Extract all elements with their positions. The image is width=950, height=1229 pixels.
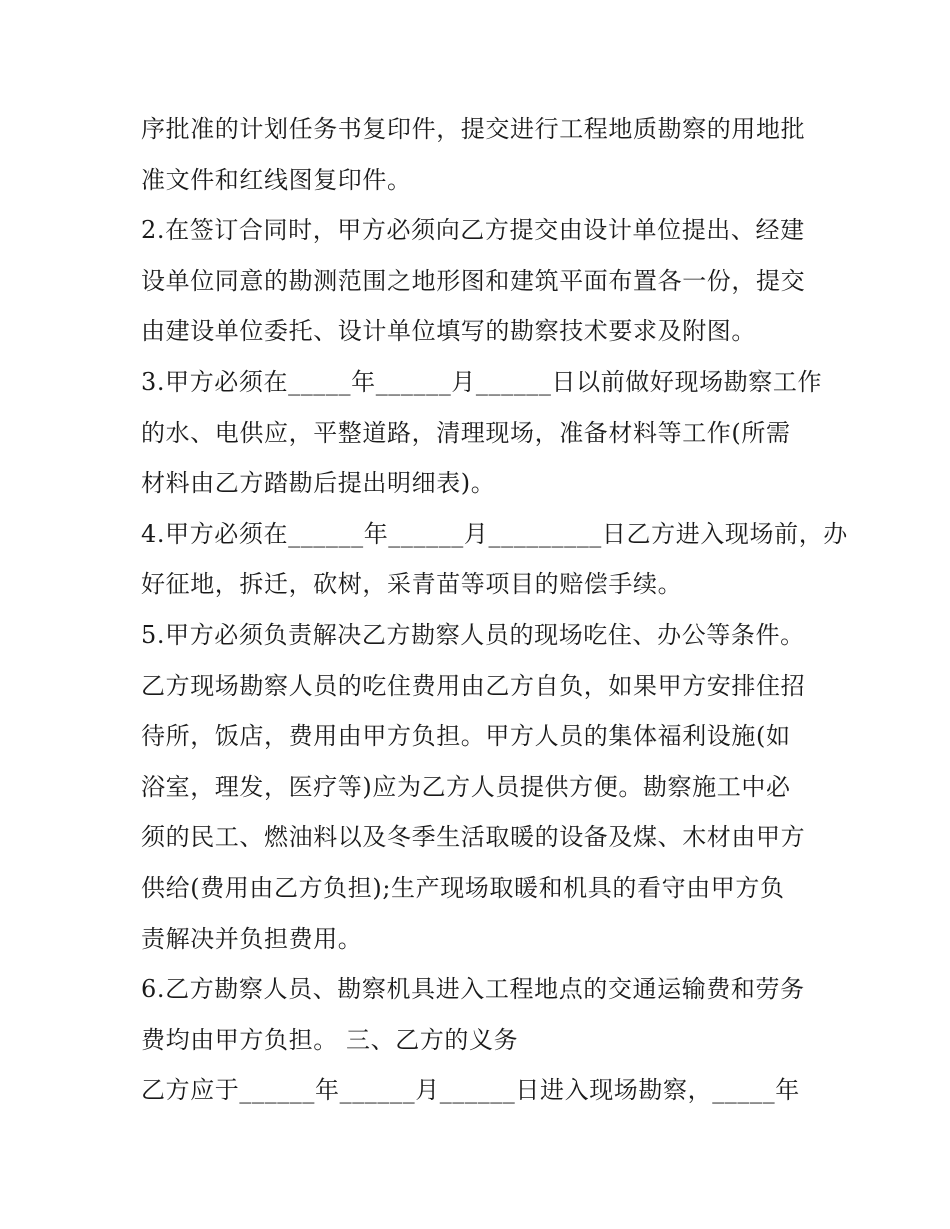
- text-line-6: 3.甲方必须在_____年______月______日以前做好现场勘察工作: [141, 367, 823, 396]
- text-line-16: 供给(费用由乙方负担);生产现场取暖和机具的看守由甲方负: [141, 873, 785, 902]
- text-line-8: 材料由乙方踏勘后提出明细表)。: [141, 469, 496, 498]
- text-line-2: 准文件和红线图复印件。: [141, 165, 412, 194]
- text-line-1: 序批准的计划任务书复印件，提交进行工程地质勘察的用地批: [141, 115, 806, 143]
- text-line-17: 责解决并负担费用。: [141, 924, 363, 953]
- text-line-11: 5.甲方必须负责解决乙方勘察人员的现场吃住、办公等条件。: [141, 620, 805, 649]
- text-line-3: 2.在签订合同时，甲方必须向乙方提交由设计单位提出、经建: [141, 216, 805, 245]
- text-line-19: 费均由甲方负担。 三、乙方的义务: [141, 1025, 519, 1054]
- text-line-10: 好征地，拆迁，砍树，采青苗等项目的赔偿手续。: [141, 570, 683, 599]
- text-line-20: 乙方应于______年______月______日进入现场勘察，_____年: [141, 1076, 800, 1105]
- text-line-13: 待所，饭店，费用由甲方负担。甲方人员的集体福利设施(如: [141, 722, 791, 751]
- text-line-18: 6.乙方勘察人员、勘察机具进入工程地点的交通运输费和劳务: [141, 975, 805, 1004]
- text-line-14: 浴室，理发，医疗等)应为乙方人员提供方便。勘察施工中必: [141, 772, 791, 801]
- text-line-12: 乙方现场勘察人员的吃住费用由乙方自负，如果甲方安排住招: [141, 671, 806, 700]
- text-line-9: 4.甲方必须在______年______月_________日乙方进入现场前，办: [141, 519, 848, 548]
- text-line-4: 设单位同意的勘测范围之地形图和建筑平面布置各一份，提交: [141, 266, 806, 295]
- text-line-15: 须的民工、燃油料以及冬季生活取暖的设备及煤、木材由甲方: [141, 823, 806, 852]
- text-line-7: 的水、电供应，平整道路，清理现场，准备材料等工作(所需: [141, 418, 791, 447]
- text-line-5: 由建设单位委托、设计单位填写的勘察技术要求及附图。: [141, 317, 756, 346]
- contract-body-text: [141, 104, 848, 1116]
